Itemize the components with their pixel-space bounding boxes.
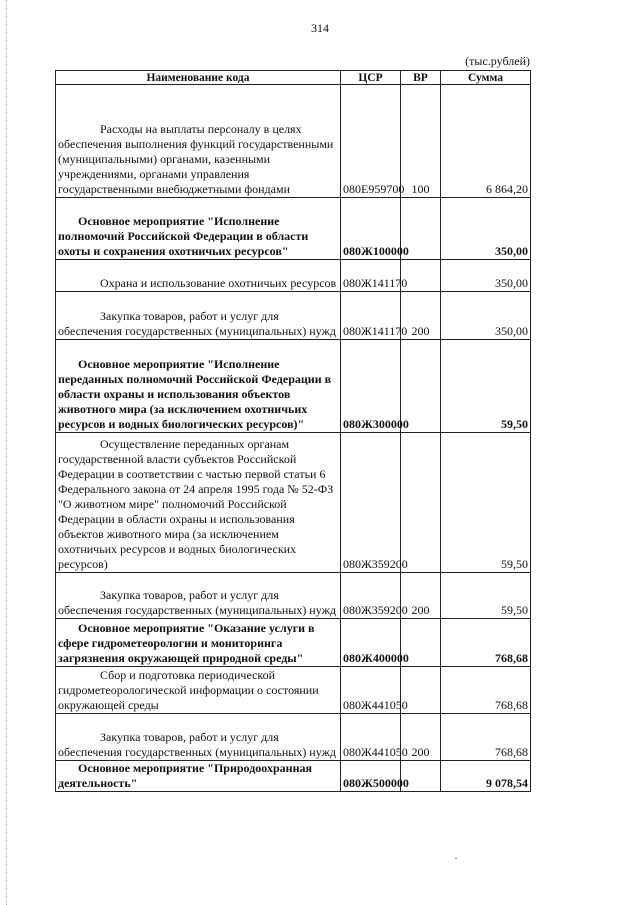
column-header-csr: ЦСР <box>341 71 401 85</box>
row-name: Осуществление переданных органам государственной власти субъектов Российской Федерации в соответствии с частью первой статьи 6 Федерального закона от 24 апреля 1995 года № 52-ФЗ "О животном мире" полномочий Российской Федерации в области охраны и использования объектов животного мира (за исключением охотничьих ресурсов и водных биологических ресурсов) <box>56 433 341 573</box>
column-header-name: Наименование кода <box>56 71 341 85</box>
row-csr: 080Ж359200 <box>341 433 401 573</box>
row-csr: 080Ж100000 <box>341 198 401 260</box>
table-row <box>56 85 531 198</box>
table-row <box>56 433 531 573</box>
table-header-row <box>56 71 531 85</box>
row-name: Сбор и подготовка периодической гидрометеорологической информации о состоянии окружающей среды <box>56 667 341 714</box>
scan-margin-line <box>6 0 8 905</box>
column-header-sum: Сумма <box>441 71 531 85</box>
row-name: Закупка товаров, работ и услуг для обеспечения государственных (муниципальных) нужд <box>56 292 341 340</box>
row-vr: 200 <box>401 714 441 761</box>
row-sum: 59,50 <box>441 433 531 573</box>
row-name: Основное мероприятие "Оказание услуги в сфере гидрометеорологии и мониторинга загрязнения окружающей природной среды" <box>56 619 341 667</box>
row-name: Основное мероприятие "Исполнение переданных полномочий Российской Федерации в области охраны и использования объектов животного мира (за исключением охотничьих ресурсов и водных биологических ресурсов)" <box>56 340 341 433</box>
row-sum: 59,50 <box>441 340 531 433</box>
row-csr: 080Ж441050 <box>341 667 401 714</box>
row-csr: 080Ж141170 <box>341 260 401 292</box>
row-sum: 350,00 <box>441 260 531 292</box>
scan-speck <box>455 858 457 859</box>
row-csr: 080Ж359200 <box>341 573 401 619</box>
table-row <box>56 761 531 792</box>
row-name: Основное мероприятие "Природоохранная деятельность" <box>56 761 341 792</box>
row-sum: 59,50 <box>441 573 531 619</box>
table-row <box>56 260 531 292</box>
page-number: 314 <box>311 21 329 35</box>
table-row <box>56 198 531 260</box>
row-sum: 350,00 <box>441 292 531 340</box>
row-csr: 080E959700 <box>341 85 401 198</box>
row-name: Закупка товаров, работ и услуг для обеспечения государственных (муниципальных) нужд <box>56 573 341 619</box>
table-row <box>56 292 531 340</box>
row-vr: 200 <box>401 292 441 340</box>
row-csr: 080Ж300000 <box>341 340 401 433</box>
row-csr: 080Ж500000 <box>341 761 401 792</box>
row-vr: 200 <box>401 573 441 619</box>
table-row <box>56 714 531 761</box>
row-sum: 768,68 <box>441 619 531 667</box>
table-row <box>56 619 531 667</box>
row-name: Основное мероприятие "Исполнение полномочий Российской Федерации в области охоты и сохранения охотничьих ресурсов" <box>56 198 341 260</box>
table-row <box>56 667 531 714</box>
row-sum: 350,00 <box>441 198 531 260</box>
row-name: Охрана и использование охотничьих ресурсов <box>56 260 341 292</box>
column-header-vr: ВР <box>401 71 441 85</box>
row-csr: 080Ж441050 <box>341 714 401 761</box>
table-row <box>56 573 531 619</box>
table-row <box>56 340 531 433</box>
row-csr: 080Ж141170 <box>341 292 401 340</box>
row-vr: 100 <box>401 85 441 198</box>
budget-table <box>55 70 531 792</box>
row-name: Расходы на выплаты персоналу в целях обеспечения выполнения функций государственными (муниципальными) органами, казенными учреждениями, органами управления государственными внебюджетными фондами <box>56 85 341 198</box>
row-sum: 768,68 <box>441 667 531 714</box>
row-csr: 080Ж400000 <box>341 619 401 667</box>
row-vr <box>401 433 441 573</box>
row-sum: 768,68 <box>441 714 531 761</box>
row-sum: 9 078,54 <box>441 761 531 792</box>
row-sum: 6 864,20 <box>441 85 531 198</box>
row-name: Закупка товаров, работ и услуг для обеспечения государственных (муниципальных) нужд <box>56 714 341 761</box>
units-label: (тыс.рублей) <box>465 54 530 68</box>
